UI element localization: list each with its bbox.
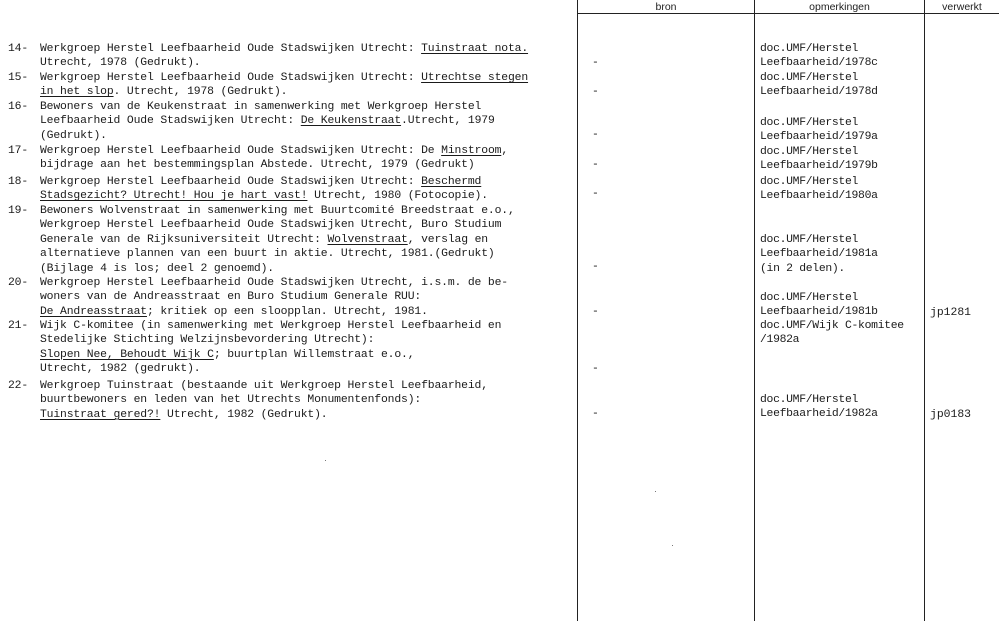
opmerkingen-15: doc.UMF/Herstel Leefbaarheid/1978d — [760, 72, 878, 99]
opmerkingen-18: doc.UMF/Herstel Leefbaarheid/1980a — [760, 176, 878, 203]
entry-16 — [8, 100, 576, 143]
opmerkingen-20: doc.UMF/Herstel Leefbaarheid/1981b — [760, 292, 878, 319]
entry-title-underlined: Stadsgezicht? Utrecht! Hou je hart vast! — [40, 190, 308, 203]
opmerkingen-21: doc.UMF/Wijk C-komitee /1982a — [760, 320, 904, 347]
entry-text — [40, 100, 576, 143]
entry-title-underlined: Beschermd — [421, 176, 482, 188]
column-divider-verwerkt — [924, 0, 925, 621]
entry-text-segment: Wijk C-komitee (in samenwerking met Werkgroep Herstel Leefbaarheid en Stedelijke Stichting Welzijnsbevordering Utrecht): — [40, 320, 502, 347]
entry-21 — [8, 319, 576, 377]
entry-number: 14- — [8, 43, 29, 55]
bron-14: - — [592, 57, 599, 69]
opmerkingen-22: doc.UMF/Herstel Leefbaarheid/1982a — [760, 394, 878, 421]
entry-text-segment: Utrecht, 1980 (Fotocopie). — [307, 190, 488, 203]
entry-text-segment: , verslag en alternatieve plannen van een buurt in aktie. Utrecht, 1981.(Gedrukt) (Bijlage 4 is los; deel 2 genoemd). — [40, 233, 495, 275]
entry-number: 16- — [8, 101, 29, 113]
entry-20 — [8, 276, 576, 319]
entry-title-underlined: Tuinstraat nota. — [421, 43, 529, 55]
entry-number: 15- — [8, 72, 29, 84]
entry-text — [40, 319, 576, 377]
entry-number: 22- — [8, 380, 29, 392]
entry-text — [40, 276, 576, 319]
entry-text-segment: Werkgroep Herstel Leefbaarheid Oude Stadswijken Utrecht: — [40, 176, 422, 188]
scan-speck — [655, 491, 656, 492]
verwerkt-22: jp0183 — [930, 409, 972, 421]
entry-15 — [8, 71, 576, 100]
entry-text-segment: Bewoners Wolvenstraat in samenwerking met Buurtcomité Breedstraat e.o., Werkgroep Herstel Leefbaarheid Oude Stadswijken Utrecht, Buro Studium Generale van de Rijksuniversiteit Utrecht: — [40, 205, 515, 246]
column-divider-bron — [577, 0, 578, 621]
entry-text-segment: Utrecht, 1978 (Gedrukt). — [40, 57, 201, 70]
column-divider-opmerkingen — [754, 0, 755, 621]
entry-number: 20- — [8, 277, 29, 289]
header-rule — [577, 13, 999, 14]
entry-17 — [8, 144, 576, 173]
verwerkt-20: jp1281 — [930, 307, 972, 319]
opmerkingen-14: doc.UMF/Herstel Leefbaarheid/1978c — [760, 43, 878, 70]
opmerkingen-17: doc.UMF/Herstel Leefbaarheid/1979b — [760, 146, 878, 173]
bron-22: - — [592, 408, 599, 420]
entry-22 — [8, 379, 576, 422]
entry-text-segment: Werkgroep Tuinstraat (bestaande uit Werkgroep Herstel Leefbaarheid, buurtbewoners en leden van het Utrechts Monumentenfonds): — [40, 380, 488, 407]
entry-text-segment: , bijdrage aan het bestemmingsplan Abstede. Utrecht, 1979 (Gedrukt) — [40, 145, 508, 172]
bron-16: - — [592, 129, 599, 141]
entry-text-segment: Utrecht, 1982 (Gedrukt). — [160, 408, 328, 421]
entry-title-underlined: in het slop — [40, 86, 114, 99]
entry-title-underlined: Utrechtse stegen — [421, 72, 529, 84]
entry-text — [40, 379, 576, 422]
entry-text-segment: . Utrecht, 1978 (Gedrukt). — [113, 86, 288, 99]
entry-text — [40, 175, 576, 204]
entry-text — [40, 144, 576, 173]
entry-number: 21- — [8, 320, 29, 332]
opmerkingen-19: doc.UMF/Herstel Leefbaarheid/1981a (in 2 delen). — [760, 234, 878, 275]
entry-text — [40, 71, 576, 100]
entry-number: 18- — [8, 176, 29, 188]
entry-text-segment: .Utrecht, 1979 (Gedrukt). — [40, 115, 495, 142]
entry-18 — [8, 175, 576, 204]
bron-21: - — [592, 363, 599, 375]
bron-19: - — [592, 261, 599, 273]
bron-17: - — [592, 159, 599, 171]
entry-text-segment: Werkgroep Herstel Leefbaarheid Oude Stadswijken Utrecht: — [40, 43, 422, 55]
entry-14 — [8, 42, 576, 71]
entry-text-segment: Bewoners van de Keukenstraat in samenwerking met Werkgroep Herstel Leefbaarheid Oude Stadswijken Utrecht: — [40, 101, 482, 128]
opmerkingen-16: doc.UMF/Herstel Leefbaarheid/1979a — [760, 117, 878, 144]
entry-number: 17- — [8, 145, 29, 157]
entry-title-underlined: Tuinstraat gered?! — [40, 408, 161, 421]
entry-text — [40, 204, 576, 276]
entry-text-segment: Werkgroep Herstel Leefbaarheid Oude Stadswijken Utrecht: De — [40, 145, 442, 157]
entry-title-underlined: De Andreasstraat — [40, 305, 147, 318]
bron-18: - — [592, 188, 599, 200]
entry-title-underlined: Slopen Nee, Behoudt Wijk C — [40, 348, 214, 361]
entry-title-underlined: Wolvenstraat — [327, 233, 408, 246]
entry-text-segment: ; kritiek op een sloopplan. Utrecht, 1981. — [146, 305, 428, 318]
entry-title-underlined: Minstroom — [441, 145, 502, 157]
entry-text-segment: Werkgroep Herstel Leefbaarheid Oude Stadswijken Utrecht: — [40, 72, 422, 84]
entry-text-segment: Werkgroep Herstel Leefbaarheid Oude Stadswijken Utrecht, i.s.m. de be- woners van de Andreasstraat en Buro Studium Generale RUU: — [40, 277, 508, 304]
bron-15: - — [592, 86, 599, 98]
entry-title-underlined: De Keukenstraat — [300, 115, 402, 128]
header-verwerkt: verwerkt — [942, 1, 982, 13]
entry-19 — [8, 204, 576, 276]
header-opmerkingen: opmerkingen — [809, 1, 870, 13]
scan-speck — [672, 545, 673, 546]
header-bron: bron — [655, 1, 677, 13]
entry-text-segment: ; buurtplan Willemstraat e.o., Utrecht, 1982 (gedrukt). — [40, 348, 415, 376]
entry-text — [40, 42, 576, 71]
bron-20: - — [592, 306, 599, 318]
scan-speck — [325, 460, 326, 461]
entry-number: 19- — [8, 205, 29, 217]
